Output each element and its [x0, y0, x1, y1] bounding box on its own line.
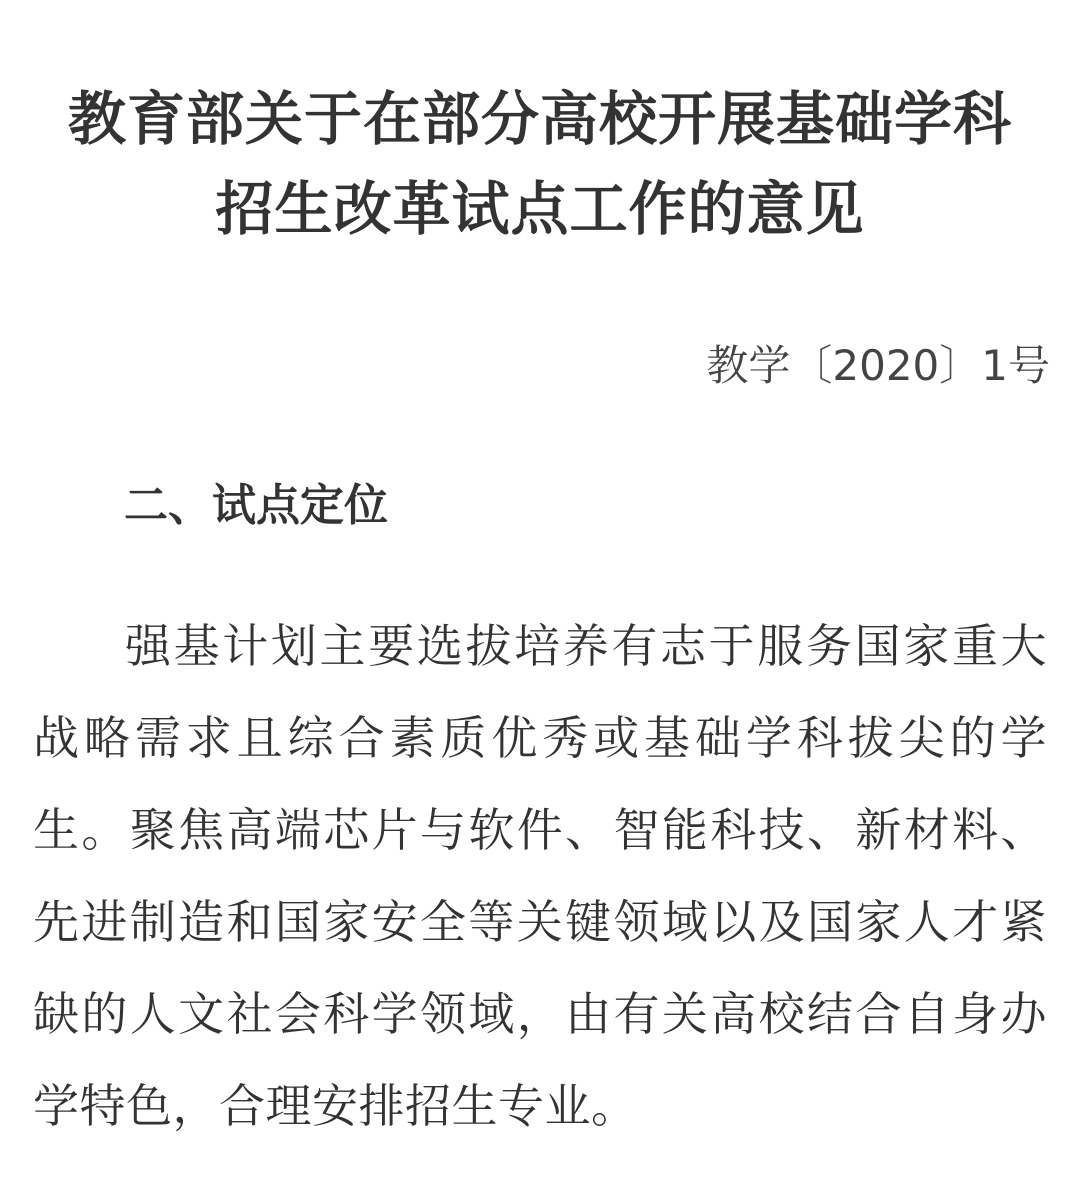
document-title — [0, 74, 1080, 254]
document-number: 教学〔2020〕1号 — [706, 341, 1050, 390]
body-paragraph: 强基计划主要选拔培养有志于服务国家重大战略需求且综合素质优秀或基础学科拔尖的学生。聚焦高端芯片与软件、智能科技、新材料、先进制造和国家安全等关键领域以及国家人才紧缺的人文社会科学领域，由有关高校结合自身办学特色，合理安排招生专业。 — [33, 619, 1047, 1133]
section-heading: 二、试点定位 — [124, 480, 388, 531]
document-title-line-2: 招生改革试点工作的意见 — [215, 175, 865, 243]
document-title-line-1: 教育部关于在部分高校开展基础学科 — [67, 85, 1012, 153]
